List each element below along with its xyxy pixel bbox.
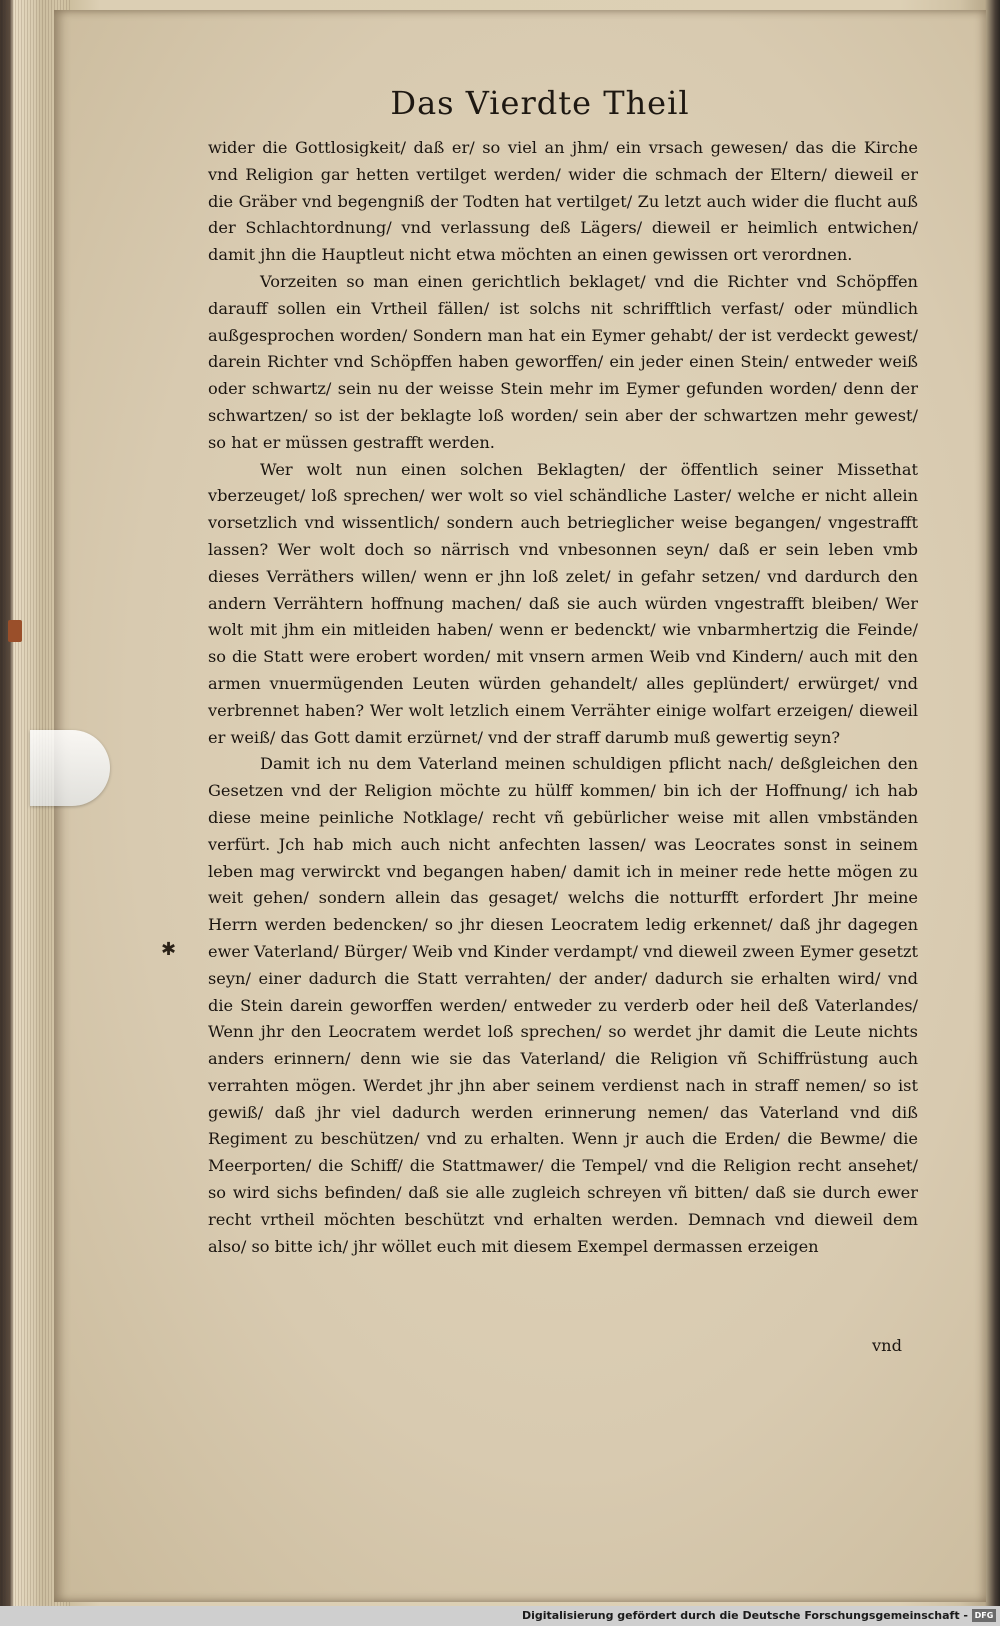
paragraph-1: wider die Gottlosigkeit/ daß er/ so viel an jhm/ ein vrsach gewesen/ das die Kirche vnd Religion gar hetten vertilget werden/ wider die schmach der Eltern/ dieweil er die Gräber vnd begengniß der Todten hat vertilget/ Zu letzt auch wider die flucht auß der Schlachtordnung/ vnd verlassung deß Lägers/ dieweil er heimlich entwichen/ damit jhn die Hauptleut nicht etwa möchten an einen gewissen ort verordnen. — [208, 138, 918, 265]
paragraph-4: Damit ich nu dem Vaterland meinen schuldigen pflicht nach/ deßgleichen den Gesetzen vnd der Religion möchte zu hülff kommen/ bin ich der Hoffnung/ ich hab diese meine peinliche Notklage/ recht vñ gebürlicher weise mit allen vmbständen verfürt. Jch hab mich auch nicht anfechten lassen/ was Leocrates sonst in seinem leben mag verwirckt vnd begangen haben/ damit ich in meiner rede hette mögen zu weit gehen/ sondern allein das gesaget/ welchs die notturfft erfordert Jhr meine Herrn werden bedencken/ so jhr diesen Leocratem ledig erkennet/ daß jhr dagegen ewer Vaterland/ Bürger/ Weib vnd Kinder verdampt/ vnd dieweil zween Eymer gesetzt seyn/ einer dadurch die Statt verrahten/ der ander/ dadurch sie erhalten wird/ vnd die Stein darein geworffen werden/ entweder zu verderb oder heil deß Vaterlandes/ Wenn jhr den Leocratem werdet loß sprechen/ so werdet jhr damit die Leute nichts anders erinnern/ denn wie sie das Vaterland/ die Religion vñ Schiffrüstung auch verrahten mögen. Werdet jhr jhn aber seinem verdienst nach in straff nemen/ so ist gewiß/ daß jhr viel dadurch werden erinnerung nemen/ das Vaterland vnd diß Regiment zu beschützen/ vnd zu erhalten. Wenn jr auch die Erden/ die Bewme/ die Meerporten/ die Schiff/ die Stattmawer/ die Tempel/ vnd die Religion recht ansehet/ so wird sichs befinden/ daß sie alle zugleich schreyen vñ bitten/ daß sie durch ewer recht vrtheil möchten beschützt vnd erhalten werden. Demnach vnd dieweil dem also/ so bitte ich/ jhr wöllet euch mit diesem Exempel dermassen erzeigen — [208, 754, 918, 1256]
page-heading: Das Vierdte Theil — [390, 84, 690, 122]
paragraph-3: Wer wolt nun einen solchen Beklagten/ der öffentlich seiner Missethat vberzeuget/ loß sprechen/ wer wolt so viel schändliche Laster/ welche er nicht allein vorsetzlich vnd wissentlich/ sondern auch betrieglicher weise begangen/ vngestrafft lassen? Wer wolt doch so närrisch vnd vnbesonnen seyn/ daß er sein leben vmb dieses Verräthers willen/ wenn er jhn loß zelet/ in gefahr setzen/ vnd dardurch den andern Verrähtern hoffnung machen/ daß sie auch würden vngestrafft bleiben/ Wer wolt mit jhm ein mitleiden haben/ wenn er bedenckt/ wie vnbarmhertzig die Feinde/ so die Statt were erobert worden/ mit vnsern armen Weib vnd Kindern/ auch mit den armen vnuermügenden Leuten würden gehandelt/ alles geplündert/ erwürget/ vnd verbrennet haben? Wer wolt letzlich einem Verrähter einige wolfart erzeigen/ dieweil er weiß/ das Gott damit erzürnet/ vnd der straff darumb muß gewertig seyn? — [208, 459, 918, 747]
margin-mark: ✱ — [161, 939, 177, 960]
paragraph-2: Vorzeiten so man einen gerichtlich beklaget/ vnd die Richter vnd Schöpffen darauff sollen ein Vrtheil fällen/ ist solchs nit schrifftlich verfast/ oder mündlich außgesprochen worden/ Sondern man hat ein Eymer gehabt/ der ist verdeckt gewest/ darein Richter vnd Schöpffen haben geworffen/ ein jeder einen Stein/ entweder weiß oder schwartz/ sein nu der weisse Stein mehr im Eymer gefunden worden/ denn der schwartzen/ so ist der beklagte loß worden/ sein aber der schwartzen mehr gewest/ so hat er müssen gestrafft werden. — [208, 271, 918, 452]
page-ribbon-marker — [30, 730, 110, 806]
dfg-logo: DFG — [972, 1609, 996, 1622]
body-text — [208, 135, 918, 1260]
bookmark-tab — [8, 620, 22, 642]
catchword: vnd — [872, 1336, 902, 1355]
footer-credit: Digitalisierung gefördert durch die Deutsche Forschungsgemeinschaft - — [521, 1609, 968, 1622]
